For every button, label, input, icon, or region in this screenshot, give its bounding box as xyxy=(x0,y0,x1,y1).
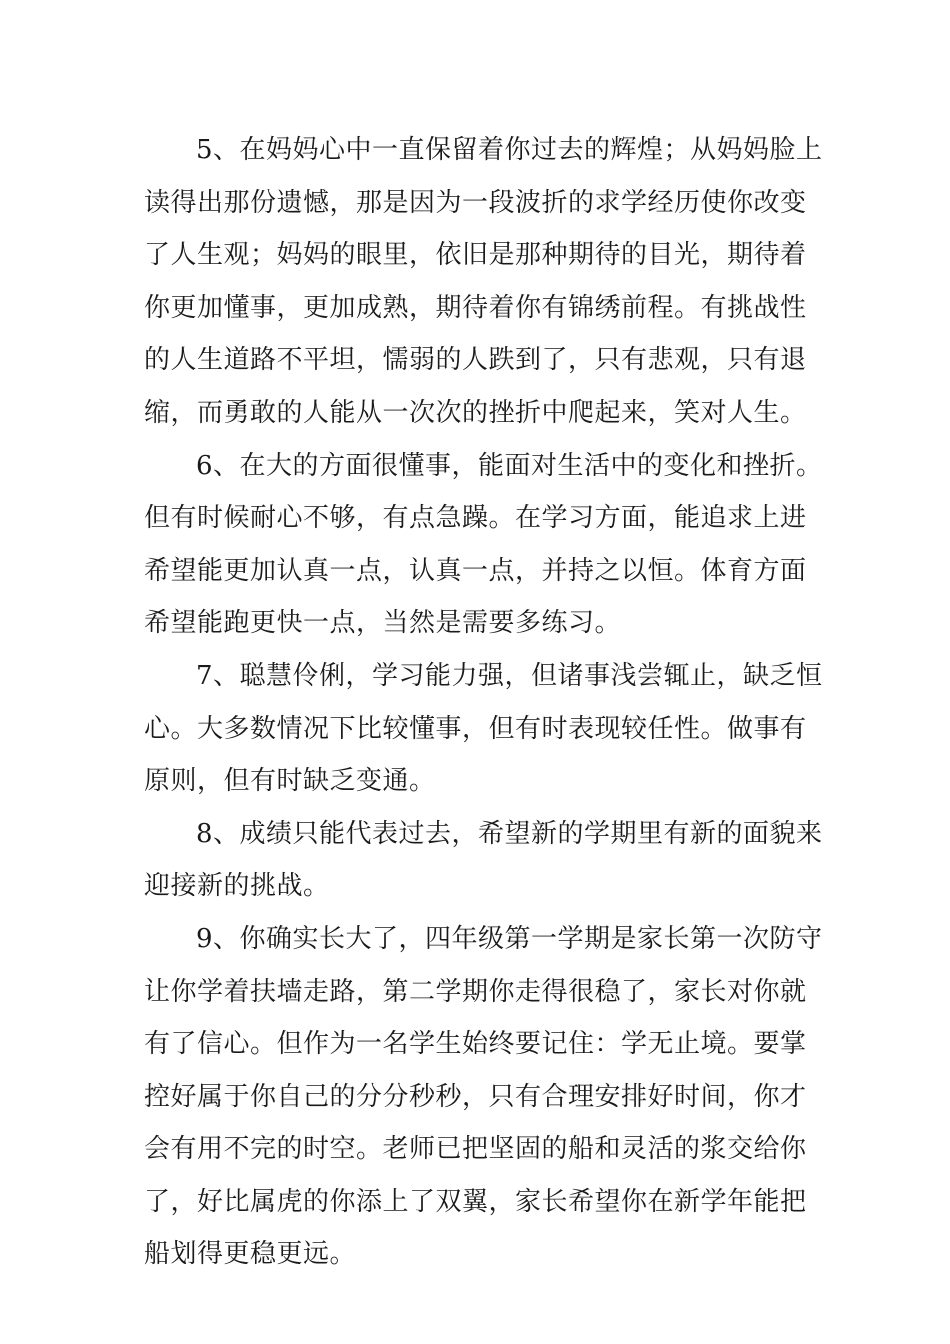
paragraph-line: 读得出那份遗憾，那是因为一段波折的求学经历使你改变 xyxy=(144,187,807,218)
paragraph-line: 你更加懂事，更加成熟，期待着你有锦绣前程。有挑战性 xyxy=(144,292,807,323)
paragraph-line: 心。大多数情况下比较懂事，但有时表现较任性。做事有 xyxy=(144,713,807,744)
paragraph-line: 5、在妈妈心中一直保留着你过去的辉煌；从妈妈脸上 xyxy=(196,135,823,165)
paragraph-line: 原则，但有时缺乏变通。 xyxy=(144,766,436,797)
paragraph-line: 9、你确实长大了，四年级第一学期是家长第一次防守 xyxy=(196,923,823,954)
paragraph-line: 有了信心。但作为一名学生始终要记住：学无止境。要掌 xyxy=(144,1029,807,1060)
paragraph-line: 7、聪慧伶俐，学习能力强，但诸事浅尝辄止，缺乏恒 xyxy=(196,660,823,691)
paragraph-line: 8、成绩只能代表过去，希望新的学期里有新的面貌来 xyxy=(196,818,823,849)
paragraph-line: 缩，而勇敢的人能从一次次的挫折中爬起来，笑对人生。 xyxy=(144,397,807,428)
paragraph-line: 船划得更稳更远。 xyxy=(144,1239,357,1270)
paragraph-line: 但有时候耐心不够，有点急躁。在学习方面，能追求上进 xyxy=(144,503,807,534)
paragraph-line: 让你学着扶墙走路，第二学期你走得很稳了，家长对你就 xyxy=(144,976,807,1007)
paragraph-7 xyxy=(144,650,823,808)
paragraph-9 xyxy=(144,913,823,1281)
paragraph-line: 了，好比属虎的你添上了双翼，家长希望你在新学年能把 xyxy=(144,1186,807,1217)
document-page xyxy=(144,124,823,1281)
paragraph-line: 了人生观；妈妈的眼里，依旧是那种期待的目光，期待着 xyxy=(144,240,807,271)
paragraph-line: 6、在大的方面很懂事，能面对生活中的变化和挫折。 xyxy=(196,450,823,481)
paragraph-line: 希望能更加认真一点，认真一点，并持之以恒。体育方面 xyxy=(144,555,807,586)
paragraph-6 xyxy=(144,440,823,650)
paragraph-line: 控好属于你自己的分分秒秒，只有合理安排好时间，你才 xyxy=(144,1081,807,1112)
paragraph-line: 希望能跑更快一点，当然是需要多练习。 xyxy=(144,608,622,639)
paragraph-5 xyxy=(144,124,823,440)
paragraph-8 xyxy=(144,808,823,913)
paragraph-line: 迎接新的挑战。 xyxy=(144,871,330,902)
paragraph-line: 的人生道路不平坦，懦弱的人跌到了，只有悲观，只有退 xyxy=(144,345,807,376)
paragraph-line: 会有用不完的时空。老师已把坚固的船和灵活的浆交给你 xyxy=(144,1134,807,1165)
